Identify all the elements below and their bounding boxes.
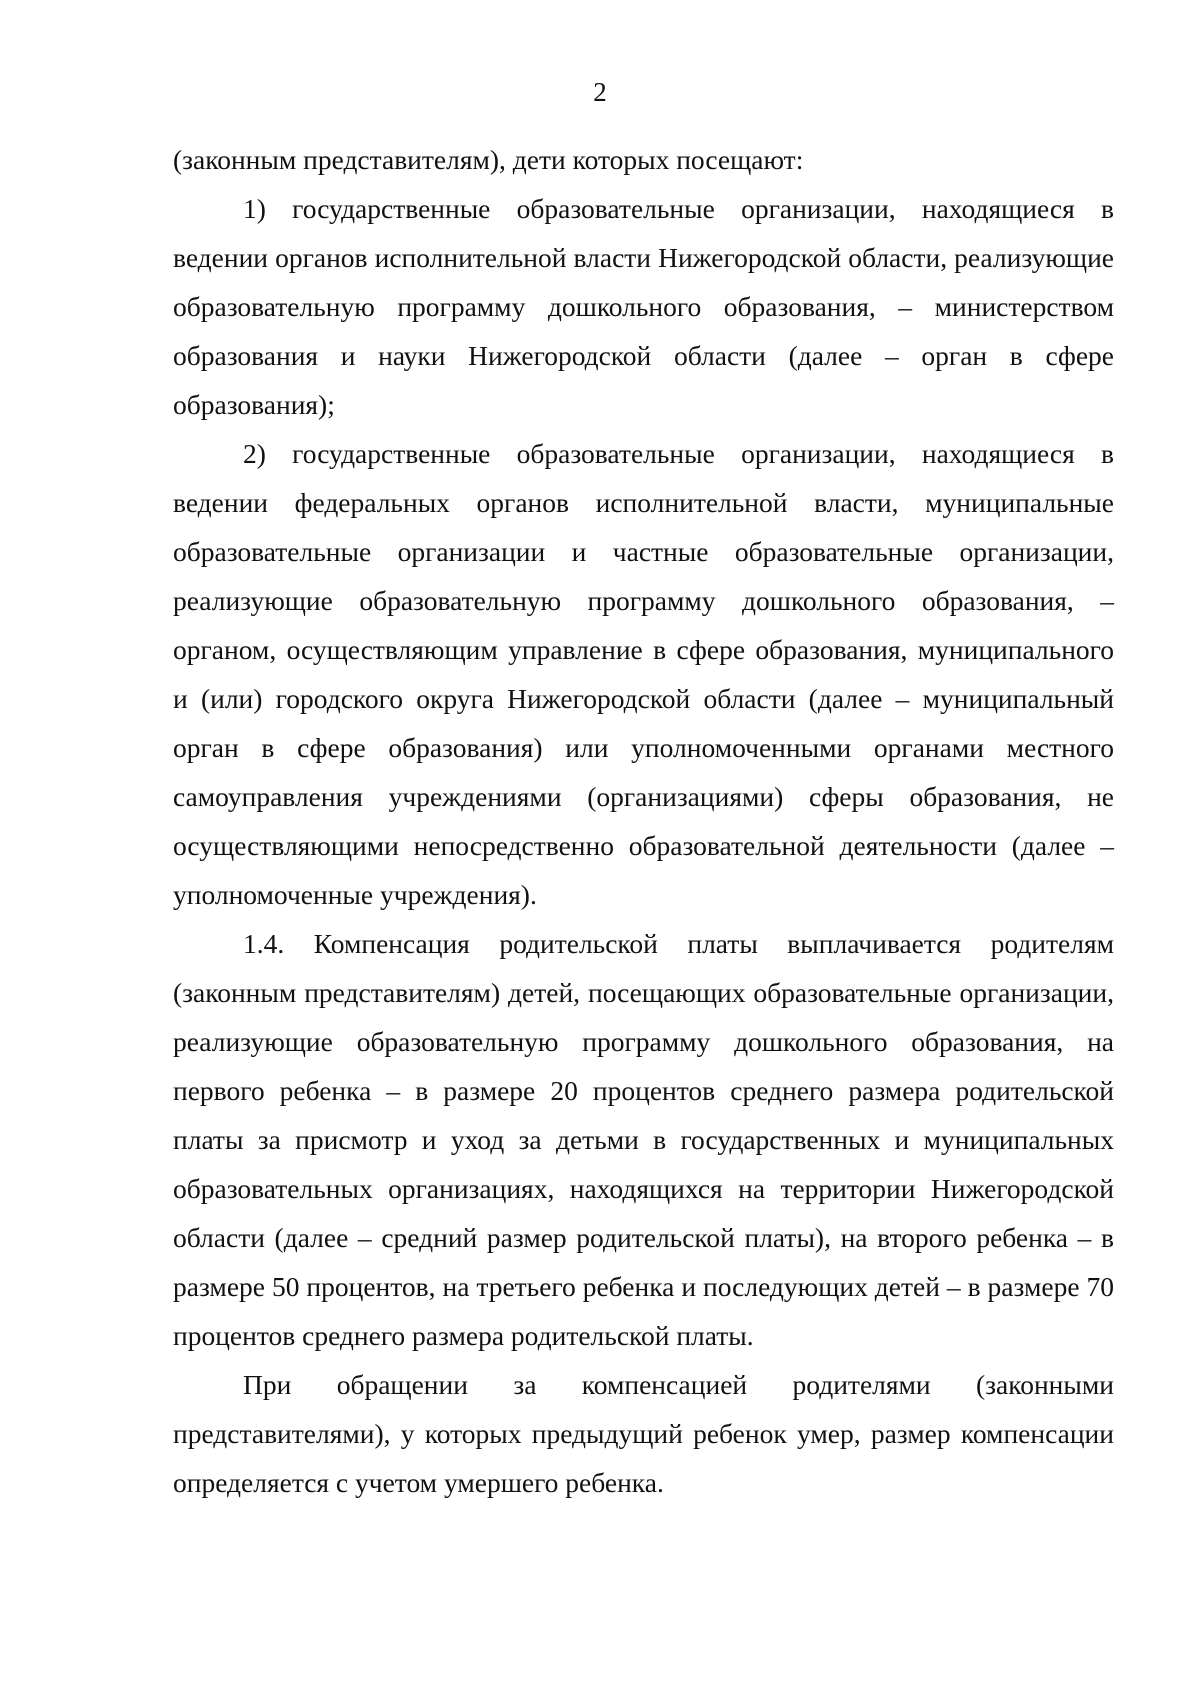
- paragraph-item-1: 1) государственные образовательные организации, находящиеся в ведении органов исполнительной власти Нижегородской области, реализующие образовательную программу дошкольного образования, – министерством образования и науки Нижегородской области (далее – орган в сфере образования);: [173, 193, 1114, 420]
- page-number: 2: [593, 77, 607, 107]
- paragraph-deceased-child-rule: При обращении за компенсацией родителями (законными представителями), у которых предыдущий ребенок умер, размер компенсации определяется с учетом умершего ребенка.: [173, 1369, 1114, 1498]
- paragraph-section-1-4: 1.4. Компенсация родительской платы выплачивается родителям (законным представителям) детей, посещающих образовательные организации, реализующие образовательную программу дошкольного образования, на первого ребенка – в размере 20 процентов среднего размера родительской платы за присмотр и уход за детьми в государственных и муниципальных образовательных организациях, находящихся на территории Нижегородской области (далее – средний размер родительской платы), на второго ребенка – в размере 50 процентов, на третьего ребенка и последующих детей – в размере 70 процентов среднего размера родительской платы.: [173, 928, 1114, 1351]
- paragraph-continuation: (законным представителям), дети которых посещают:: [173, 144, 804, 175]
- document-body: [173, 135, 1114, 1507]
- paragraph-item-2: 2) государственные образовательные организации, находящиеся в ведении федеральных органов исполнительной власти, муниципальные образовательные организации и частные образовательные организации, реализующие образовательную программу дошкольного образования, – органом, осуществляющим управление в сфере образования, муниципального и (или) городского округа Нижегородской области (далее – муниципальный орган в сфере образования) или уполномоченными органами местного самоуправления учреждениями (организациями) сферы образования, не осуществляющими непосредственно образовательной деятельности (далее – уполномоченные учреждения).: [173, 438, 1114, 910]
